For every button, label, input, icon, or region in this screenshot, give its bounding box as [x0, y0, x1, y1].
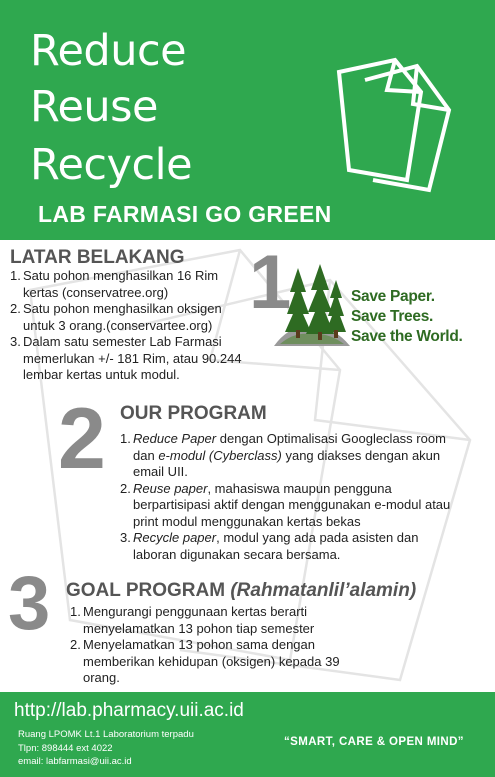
section1-heading: LATAR BELAKANG	[10, 247, 185, 268]
subtitle: LAB FARMASI GO GREEN	[38, 201, 332, 227]
title-reuse: Reuse	[30, 82, 159, 132]
list-item: 1. Mengurangi penggunaan kertas berarti menyelamatkan 13 pohon tiap semester	[70, 604, 315, 636]
section1-list	[10, 268, 255, 384]
section2-list	[120, 431, 460, 563]
list-item: 1. Reduce Paper dengan Optimalisasi Googleclass room dan e-modul (Cyberclass) yang diakses dengan akun email UII.	[120, 431, 446, 479]
section3-number: 3	[8, 561, 51, 646]
header-banner	[0, 0, 495, 240]
motto: “SMART, CARE & OPEN MIND”	[284, 736, 464, 748]
title-recycle: Recycle	[30, 140, 193, 190]
section1-number: 1	[249, 240, 292, 325]
section3-heading: GOAL PROGRAM (Rahmatanlil’alamin)	[66, 580, 417, 601]
list-item: 3. Dalam satu semester Lab Farmasi memerlukan +/- 181 Rim, atau 90.244 lembar kertas untuk modul.	[10, 334, 242, 382]
contact-address: Ruang LPOMK Lt.1 Laboratorium terpadu Tlpn: 898444 ext 4022 email: labfarmasi@uii.ac.id	[18, 729, 194, 767]
section3-list	[70, 604, 370, 687]
footer-banner	[0, 692, 495, 777]
list-item: 2. Menyelamatkan 13 pohon sama dengan memberikan kehidupan (oksigen) kepada 39 orang.	[70, 637, 340, 685]
list-item: 2. Reuse paper, mahasiswa maupun pengguna berpartisipasi aktif dengan menggunakan e-modul atau print modul menggunakan kertas bekas	[120, 480, 451, 529]
list-item: 1. Satu pohon menghasilkan 16 Rim kertas (conservatree.org)	[10, 268, 219, 300]
section2-heading: OUR PROGRAM	[120, 403, 267, 424]
title-reduce: Reduce	[30, 26, 187, 76]
trees-icon	[270, 262, 352, 350]
website-link[interactable]: http://lab.pharmacy.uii.ac.id	[14, 700, 244, 721]
paper-stack-icon	[325, 52, 460, 197]
save-slogan: Save Paper. Save Trees. Save the World.	[351, 288, 463, 345]
section2-number: 2	[58, 391, 106, 487]
list-item: 2. Satu pohon menghasilkan oksigen untuk 3 orang.(conservartee.org)	[10, 301, 222, 333]
email-link[interactable]: email: labfarmasi@uii.ac.id	[18, 756, 132, 767]
list-item: 3. Recycle paper, modul yang ada pada asisten dan laboran digunakan secara bersama.	[120, 530, 419, 562]
